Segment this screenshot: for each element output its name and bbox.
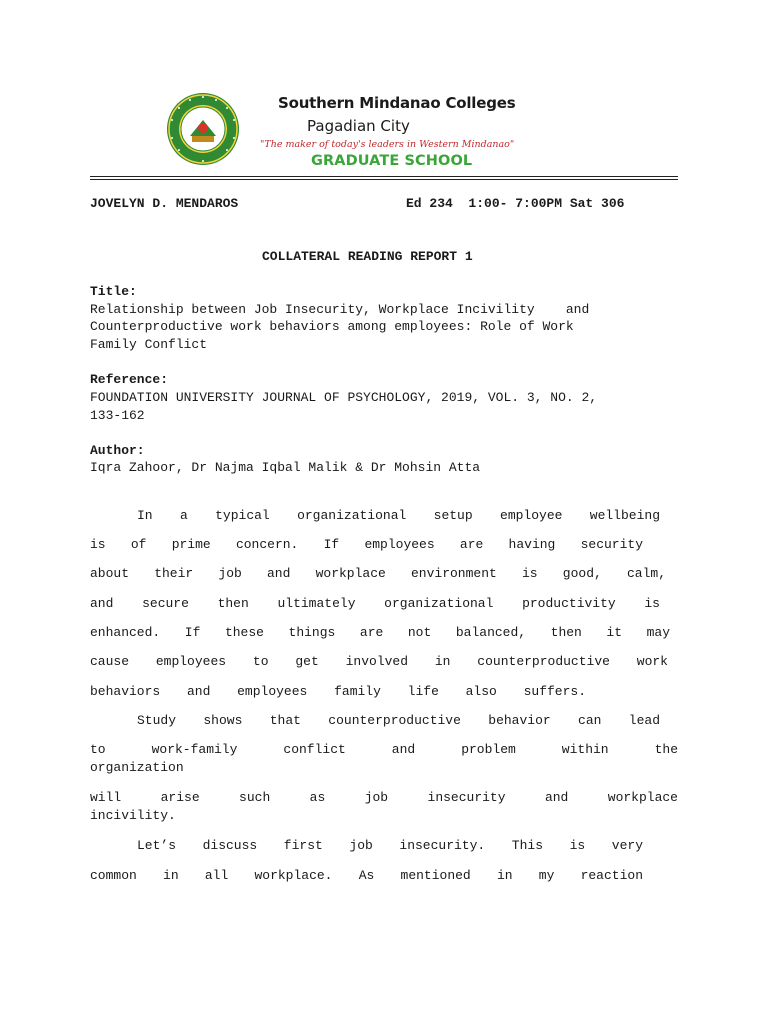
body-line: incivility. [90,808,176,823]
header-rule-top [90,176,678,177]
reference-line: FOUNDATION UNIVERSITY JOURNAL OF PSYCHOLOGY, 2019, VOL. 3, NO. 2, [90,390,598,405]
school-city: Pagadian City [307,117,410,135]
body-line: enhanced. If these things are not balanced, then it may [90,625,670,640]
reference-line: 133-162 [90,408,145,423]
body-line: is of prime concern. If employees are having security [90,537,643,552]
school-name: Southern Mindanao Colleges [278,94,516,112]
body-line: Study shows that counterproductive behavior can lead [137,713,660,728]
student-name: JOVELYN D. MENDAROS [90,196,239,211]
title-line: Counterproductive work behaviors among employees: Role of Work [90,319,574,334]
school-department: GRADUATE SCHOOL [311,153,473,169]
author-names: Iqra Zahoor, Dr Najma Iqbal Malik & Dr Mohsin Atta [90,460,481,475]
school-motto: "The maker of today's leaders in Western Mindanao" [260,139,515,150]
school-seal-logo [166,92,240,166]
title-label: Title: [90,284,137,299]
body-line: common in all workplace. As mentioned in my reaction [90,868,643,883]
body-line: In a typical organizational setup employee wellbeing [137,508,660,523]
body-line: and secure then ultimately organizational productivity is [90,596,660,611]
body-line: cause employees to get involved in counterproductive work [90,654,668,669]
body-line: will arise such as job insecurity and workplace [90,790,678,805]
body-line: Let’s discuss first job insecurity. This is very [137,838,643,853]
body-line: behaviors and employees family life also suffers. [90,684,586,699]
header-rule-bottom [90,179,678,180]
body-line: about their job and workplace environment is good, calm, [90,566,666,581]
title-line: Relationship between Job Insecurity, Workplace Incivility and [90,302,590,317]
title-line: Family Conflict [90,337,208,352]
body-line: to work-family conflict and problem within the [90,742,678,757]
author-label: Author: [90,443,145,458]
course-info: Ed 234 1:00- 7:00PM Sat 306 [406,196,625,211]
report-title: COLLATERAL READING REPORT 1 [262,249,473,264]
body-line: organization [90,760,184,775]
reference-label: Reference: [90,372,169,387]
